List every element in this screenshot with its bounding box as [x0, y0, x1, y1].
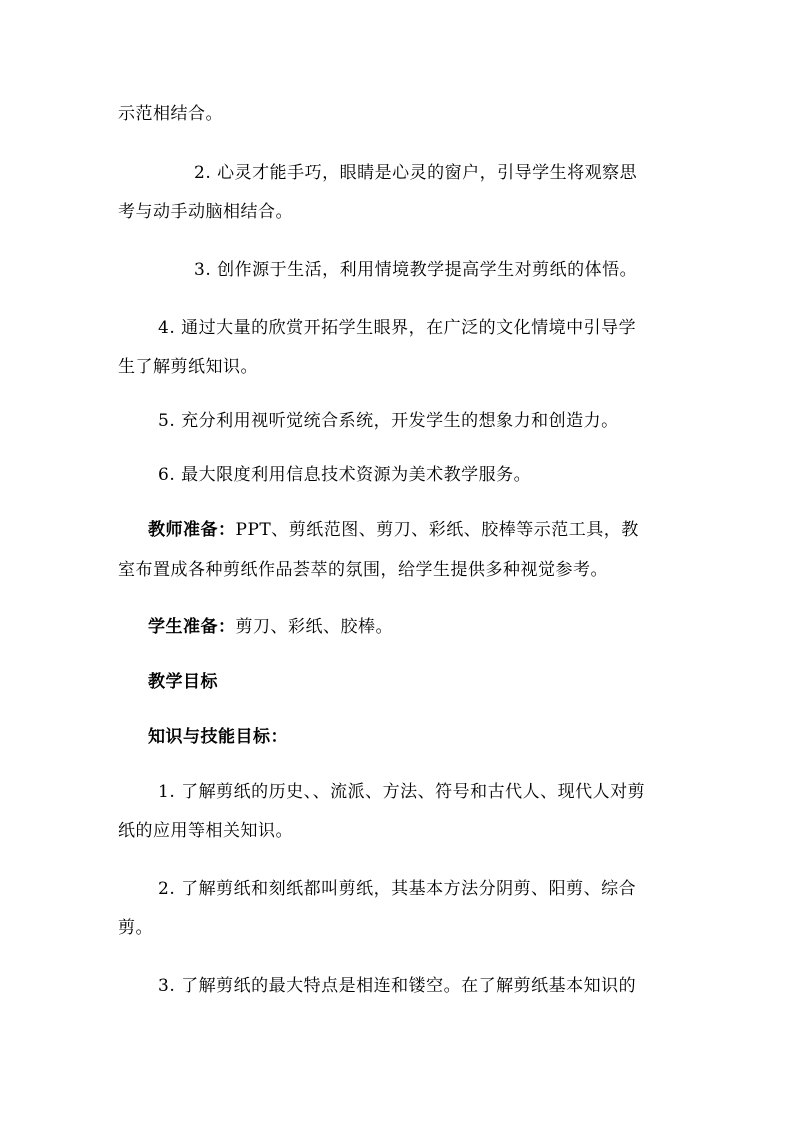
text-line: 室布置成各种剪纸作品荟萃的氛围，给学生提供多种视觉参考。: [118, 560, 608, 580]
subsection-heading: 知识与技能目标：: [148, 727, 288, 747]
student-prep-line: 学生准备：剪刀、彩纸、胶棒。: [148, 617, 393, 637]
text-line: 3. 了解剪纸的最大特点是相连和镂空。在了解剪纸基本知识的: [158, 976, 637, 996]
teacher-prep-label: 教师准备：: [148, 520, 236, 540]
text-line: 考与动手动脑相结合。: [118, 202, 293, 222]
teacher-prep-line: 教师准备：PPT、剪纸范图、剪刀、彩纸、胶棒等示范工具，教: [148, 520, 639, 540]
text-line: 2. 了解剪纸和刻纸都叫剪纸，其基本方法分阴剪、阳剪、综合: [158, 879, 637, 899]
text-line: 纸的应用等相关知识。: [118, 821, 293, 841]
text-line: 生了解剪纸知识。: [118, 357, 258, 377]
text-line: 剪。: [118, 918, 153, 938]
text-line: 3. 创作源于生活，利用情境教学提高学生对剪纸的体悟。: [194, 260, 638, 280]
text-line: 2. 心灵才能手巧，眼睛是心灵的窗户，引导学生将观察思: [194, 163, 638, 183]
text-line: 6. 最大限度利用信息技术资源为美术教学服务。: [158, 465, 532, 485]
text-line: 5. 充分利用视听觉统合系统，开发学生的想象力和创造力。: [158, 411, 619, 431]
student-prep-label: 学生准备：: [148, 617, 236, 637]
text-line: 示范相结合。: [118, 104, 223, 124]
text-line: 1. 了解剪纸的历史、、流派、方法、符号和古代人、现代人对剪: [158, 782, 646, 802]
text-line: 4. 通过大量的欣赏开拓学生眼界，在广泛的文化情境中引导学: [158, 318, 637, 338]
section-heading: 教学目标: [148, 672, 218, 692]
